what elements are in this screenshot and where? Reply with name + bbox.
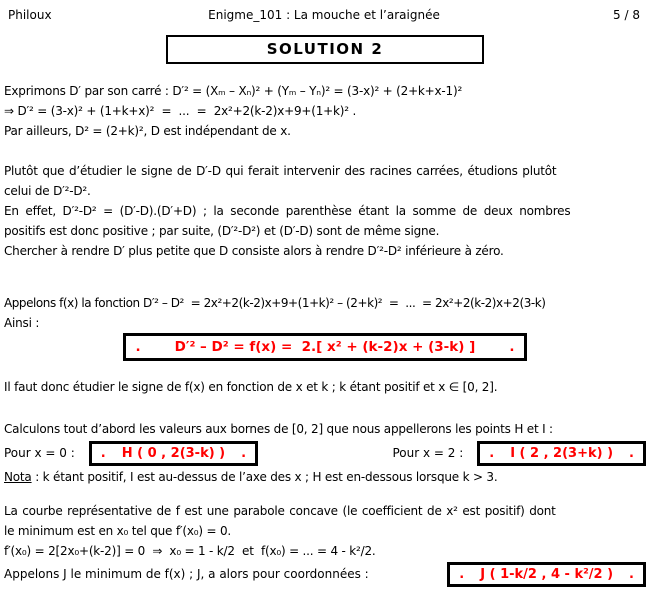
blank-line (4, 487, 646, 501)
h-left-dot: . (100, 445, 106, 461)
minimum-row (4, 559, 646, 589)
pour-x0-label: Pour x = 0 : (4, 446, 75, 460)
text-line-chercher: Chercher à rendre D′ plus petite que D consiste alors à rendre D′²-D² inférieure à zéro. (4, 244, 504, 258)
j-left-dot: . (459, 566, 465, 582)
text-line-en-effet: En effet, D′²-D² = (D′-D).(D′+D) ; la seconde parenthèse étant la somme de deux nombres (4, 204, 571, 218)
page-header (0, 0, 650, 22)
header-document-title: Enigme_101 : La mouche et l’araignée (208, 8, 440, 22)
bounds-row (4, 439, 646, 467)
appelons-j-label: Appelons J le minimum de f(x) ; J, a alors pour coordonnées : (4, 567, 369, 581)
formula-right-dot: . (509, 339, 515, 355)
pour-x2-label: Pour x = 2 : (392, 446, 464, 460)
text-line-il-faut: Il faut donc étudier le signe de f(x) en fonction de x et k ; k étant positif et x ∈ [0, 2]. (4, 380, 498, 394)
math-line-dprime-carre: ⇒ D′² = (3-x)² + (1+k+x)² = ... = 2x²+2(k-2)x+9+(1+k)² . (4, 104, 357, 118)
j-coordinates: J ( 1-k/2 , 4 - k²/2 ) (480, 566, 614, 582)
nota-label: Nota (4, 470, 32, 484)
solution-title-box (166, 35, 484, 64)
i-right-dot: . (629, 445, 634, 461)
blank-line (4, 361, 646, 377)
text-line-plutot: Plutôt que d’étudier le signe de D′-D qui ferait intervenir des racines carrées, étudions plutôt (4, 164, 557, 178)
i-left-dot: . (489, 445, 495, 461)
h-right-dot: . (241, 445, 247, 461)
j-right-dot: . (629, 566, 634, 582)
text-line-calculons: Calculons tout d’abord les valeurs aux bornes de [0, 2] que nous appellerons les points H et I : (4, 422, 553, 436)
text-line-ainsi: Ainsi : (4, 316, 40, 330)
point-i-box (477, 441, 646, 466)
i-coordinates: I ( 2 , 2(3+k) ) (510, 445, 614, 461)
blank-line (4, 261, 646, 293)
formula-left-dot: . (135, 339, 141, 355)
text-line-celui-de: celui de D′²-D². (4, 184, 91, 198)
header-author: Philoux (8, 8, 52, 22)
point-j-box (447, 562, 646, 587)
h-coordinates: H ( 0 , 2(3-k) ) (121, 445, 226, 461)
math-line-appelons-fx: Appelons f(x) la fonction D′² – D² = 2x²+2(k-2)x+9+(1+k)² – (2+k)² = ... = 2x²+2(k-2)x+2(3-k) (4, 296, 546, 310)
formula-text: D′² – D² = f(x) = 2.[ x² + (k-2)x + (3-k) ] (174, 339, 476, 355)
document-body (0, 81, 650, 589)
math-line-par-ailleurs: Par ailleurs, D² = (2+k)², D est indépendant de x. (4, 124, 291, 138)
text-line-nota (4, 467, 646, 487)
text-line-minimum: le minimum est en x₀ tel que f′(x₀) = 0. (4, 524, 231, 538)
blank-line (4, 141, 646, 161)
math-line-derivative: f′(x₀) = 2[2x₀+(k-2)] = 0 ⇒ x₀ = 1 - k/2 et f(x₀) = ... = 4 - k²/2. (4, 544, 376, 558)
text-line-positifs: positifs est donc positive ; par suite, (D′²-D²) et (D′-D) sont de même signe. (4, 224, 440, 238)
nota-text: : k étant positif, I est au-dessus de l’axe des x ; H est en-dessous lorsque k > 3. (31, 470, 498, 484)
header-page-number: 5 / 8 (613, 8, 640, 22)
blank-line (4, 397, 646, 419)
text-line-la-courbe: La courbe représentative de f est une parabole concave (le coefficient de x² est positif) dont (4, 504, 556, 518)
math-line-exprimons: Exprimons D′ par son carré : D′² = (Xₘ – Xₙ)² + (Yₘ – Yₙ)² = (3-x)² + (2+k+x-1)² (4, 84, 463, 98)
solution-title: SOLUTION 2 (266, 40, 384, 58)
point-h-box (89, 441, 258, 466)
formula-result-box (123, 333, 528, 361)
